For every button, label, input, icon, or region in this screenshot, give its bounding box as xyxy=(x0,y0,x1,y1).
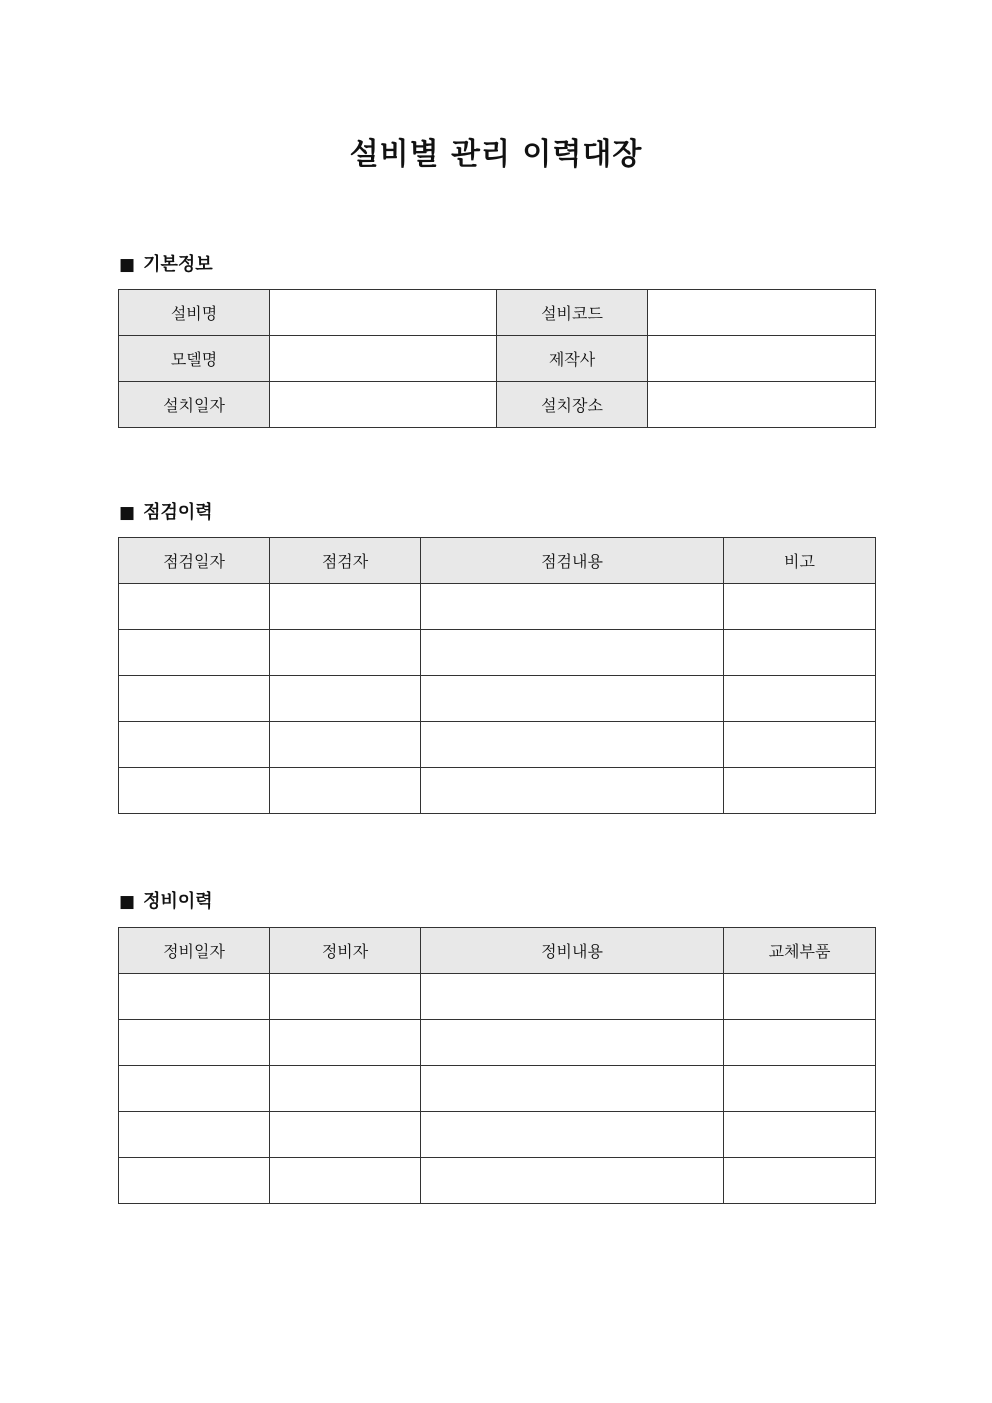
basic-info-row xyxy=(119,290,876,336)
inspection-history-heading xyxy=(119,501,213,525)
manufacturer-label: 제작사 xyxy=(497,336,648,382)
document-title: 설비별 관리 이력대장 xyxy=(349,137,643,172)
inspection-remarks-cell[interactable] xyxy=(724,768,876,814)
inspection-remarks-cell[interactable] xyxy=(724,584,876,630)
maintenance-history-table xyxy=(118,927,876,1204)
table-row xyxy=(119,676,876,722)
inspection-date-cell[interactable] xyxy=(119,722,270,768)
maintenance-history-heading xyxy=(119,890,213,914)
technician-cell[interactable] xyxy=(270,1112,421,1158)
maintenance-date-cell[interactable] xyxy=(119,1112,270,1158)
maintenance-content-cell[interactable] xyxy=(421,1112,724,1158)
inspection-remarks-cell[interactable] xyxy=(724,676,876,722)
equipment-code-label: 설비코드 xyxy=(497,290,648,336)
maintenance-content-cell[interactable] xyxy=(421,1066,724,1112)
table-row xyxy=(119,722,876,768)
equipment-code-field[interactable] xyxy=(648,290,876,336)
maintenance-date-cell[interactable] xyxy=(119,1020,270,1066)
maintenance-content-cell[interactable] xyxy=(421,1020,724,1066)
inspection-content-cell[interactable] xyxy=(421,630,724,676)
basic-info-heading-label: 기본정보 xyxy=(143,254,213,275)
inspection-content-cell[interactable] xyxy=(421,722,724,768)
table-row xyxy=(119,584,876,630)
maintenance-history-heading-label: 정비이력 xyxy=(143,891,213,912)
inspection-date-cell[interactable] xyxy=(119,584,270,630)
model-name-field[interactable] xyxy=(270,336,497,382)
inspection-date-cell[interactable] xyxy=(119,676,270,722)
inspection-content-header: 점검내용 xyxy=(421,538,724,584)
inspector-header: 점검자 xyxy=(270,538,421,584)
install-location-field[interactable] xyxy=(648,382,876,428)
basic-info-row xyxy=(119,336,876,382)
replaced-parts-cell[interactable] xyxy=(724,974,876,1020)
square-bullet-icon: ■ xyxy=(119,255,136,275)
inspection-date-header: 점검일자 xyxy=(119,538,270,584)
maintenance-date-cell[interactable] xyxy=(119,974,270,1020)
replaced-parts-header: 교체부품 xyxy=(724,928,876,974)
inspection-content-cell[interactable] xyxy=(421,768,724,814)
model-name-label: 모델명 xyxy=(119,336,270,382)
inspection-content-cell[interactable] xyxy=(421,676,724,722)
inspector-cell[interactable] xyxy=(270,768,421,814)
table-row xyxy=(119,1066,876,1112)
replaced-parts-cell[interactable] xyxy=(724,1112,876,1158)
technician-cell[interactable] xyxy=(270,1066,421,1112)
table-row xyxy=(119,1158,876,1204)
maintenance-date-cell[interactable] xyxy=(119,1158,270,1204)
inspection-header-row xyxy=(119,538,876,584)
replaced-parts-cell[interactable] xyxy=(724,1066,876,1112)
table-row xyxy=(119,974,876,1020)
maintenance-date-header: 정비일자 xyxy=(119,928,270,974)
inspector-cell[interactable] xyxy=(270,630,421,676)
install-location-label: 설치장소 xyxy=(497,382,648,428)
maintenance-content-header: 정비내용 xyxy=(421,928,724,974)
basic-info-row xyxy=(119,382,876,428)
technician-header: 정비자 xyxy=(270,928,421,974)
table-row xyxy=(119,630,876,676)
replaced-parts-cell[interactable] xyxy=(724,1158,876,1204)
inspection-remarks-cell[interactable] xyxy=(724,722,876,768)
inspector-cell[interactable] xyxy=(270,584,421,630)
inspection-date-cell[interactable] xyxy=(119,630,270,676)
basic-info-table xyxy=(118,289,876,428)
inspection-content-cell[interactable] xyxy=(421,584,724,630)
inspector-cell[interactable] xyxy=(270,722,421,768)
equipment-name-label: 설비명 xyxy=(119,290,270,336)
table-row xyxy=(119,1020,876,1066)
maintenance-date-cell[interactable] xyxy=(119,1066,270,1112)
technician-cell[interactable] xyxy=(270,974,421,1020)
table-row xyxy=(119,1112,876,1158)
maintenance-header-row xyxy=(119,928,876,974)
install-date-label: 설치일자 xyxy=(119,382,270,428)
maintenance-content-cell[interactable] xyxy=(421,974,724,1020)
square-bullet-icon: ■ xyxy=(119,503,136,523)
inspector-cell[interactable] xyxy=(270,676,421,722)
technician-cell[interactable] xyxy=(270,1020,421,1066)
equipment-name-field[interactable] xyxy=(270,290,497,336)
basic-info-heading xyxy=(119,253,213,277)
table-row xyxy=(119,768,876,814)
inspection-date-cell[interactable] xyxy=(119,768,270,814)
replaced-parts-cell[interactable] xyxy=(724,1020,876,1066)
inspection-history-table xyxy=(118,537,876,814)
inspection-remarks-cell[interactable] xyxy=(724,630,876,676)
square-bullet-icon: ■ xyxy=(119,892,136,912)
install-date-field[interactable] xyxy=(270,382,497,428)
inspection-remarks-header: 비고 xyxy=(724,538,876,584)
inspection-history-heading-label: 점검이력 xyxy=(143,502,213,523)
manufacturer-field[interactable] xyxy=(648,336,876,382)
technician-cell[interactable] xyxy=(270,1158,421,1204)
maintenance-content-cell[interactable] xyxy=(421,1158,724,1204)
